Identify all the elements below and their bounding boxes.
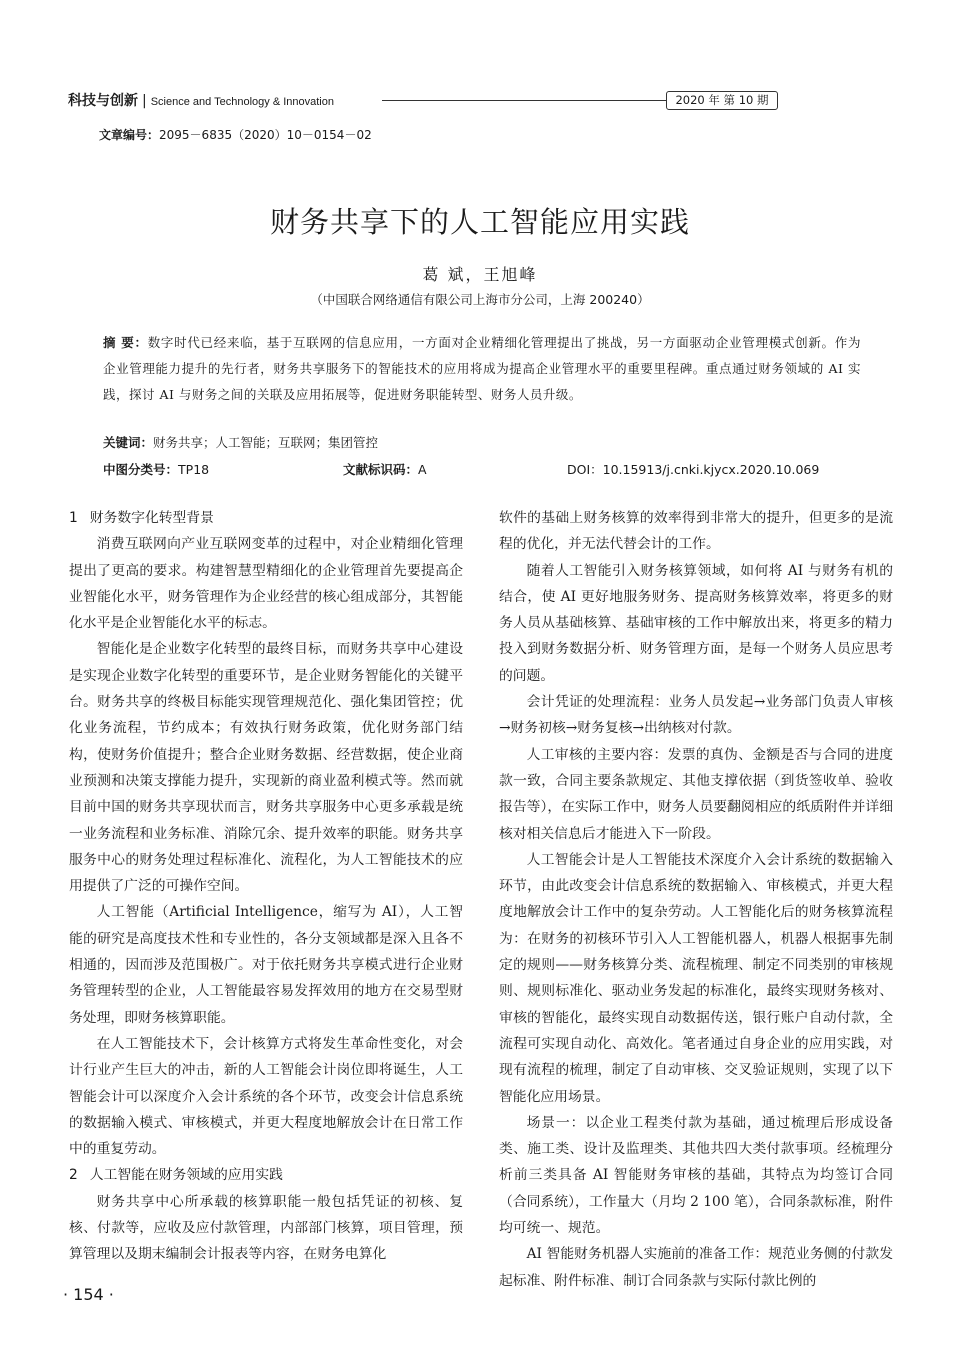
- journal-name-en: Science and Technology & Innovation: [150, 96, 334, 108]
- paragraph: 会计凭证的处理流程：业务人员发起→业务部门负责人审核→财务初核→财务复核→出纳核对付款。: [499, 694, 893, 737]
- affiliation: （中国联合网络通信有限公司上海市分公司，上海 200240）: [310, 292, 650, 307]
- paragraph: 财务共享中心所承载的核算职能一般包括凭证的初核、复核、付款等，应收及应付款管理，内部部门核算，项目管理，预算管理以及期末编制会计报表等内容，在财务电算化: [69, 1193, 463, 1263]
- header-rule: [382, 100, 666, 101]
- paragraph: 人工审核的主要内容：发票的真伪、金额是否与合同的进度款一致，合同主要条款规定、其他支撑依据（到货签收单、验收报告等），在实际工作中，财务人员要翻阅相应的纸质附件并详细核对相关信息后才能进入下一阶段。: [499, 746, 893, 842]
- keywords-text: 财务共享；人工智能；互联网；集团管控: [153, 435, 379, 450]
- doc-value: A: [418, 462, 427, 477]
- abstract-text: 数字时代已经来临，基于互联网的信息应用，一方面对企业精细化管理提出了挑战，另一方面驱动企业管理模式创新。作为企业管理能力提升的先行者，财务共享服务下的智能技术的应用将成为提高企业管理水平的重要里程碑。重点通过财务领域的 AI 实践，探讨 AI 与财务之间的关联及应用拓展等，促进财务职能转型、财务人员升级。: [103, 335, 861, 402]
- abstract: [103, 330, 861, 408]
- paragraph: 人工智能（Artificial Intelligence，缩写为 AI），人工智能的研究是高度技术性和专业性的，各分支领域都是深入且各不相通的，因而涉及范围极广。对于依托财务共享模式进行企业财务管理转型的企业，人工智能最容易发挥效用的地方在交易型财务处理，即财务核算职能。: [69, 904, 463, 1026]
- section-title: 财务数字化转型背景: [89, 510, 214, 526]
- paragraph: 消费互联网向产业互联网变革的过程中，对企业精细化管理提出了更高的要求。构建智慧型精细化的企业管理首先要提高企业智能化水平，财务管理作为企业经营的核心组成部分，其智能化水平是企业智能化水平的标志。: [69, 536, 463, 632]
- left-column: [69, 505, 463, 1268]
- paragraph: 软件的基础上财务核算的效率得到非常大的提升，但更多的是流程的优化，并无法代替会计的工作。: [499, 510, 893, 553]
- paragraph: 随着人工智能引入财务核算领域，如何将 AI 与财务有机的结合，使 AI 更好地服务财务、提高财务核算效率，将更多的财务人员从基础核算、基础审核的工作中解放出来，将更多的精力投入到财务数据分析、财务管理方面，是每一个财务人员应思考的问题。: [499, 562, 893, 684]
- issue-badge: 2020 年 第 10 期: [666, 91, 778, 110]
- keywords: [103, 433, 378, 451]
- section-heading-1: [69, 505, 463, 531]
- paragraph: 场景一：以企业工程类付款为基础，通过梳理后形成设备类、施工类、设计及监理类、其他共四大类付款事项。经梳理分析前三类具备 AI 智能财务审核的基础，其特点为均签订合同（合同系统），工作量大（月均 2 100 笔），合同条款标准，附件均可统一、规范。: [499, 1114, 893, 1237]
- page-title: 财务共享下的人工智能应用实践: [269, 205, 690, 239]
- article-number: [99, 126, 372, 143]
- article-number-label: 文章编号：: [99, 128, 160, 142]
- page-number: · 154 ·: [63, 1285, 114, 1304]
- authors: 葛 斌，王旭峰: [422, 265, 538, 284]
- journal-separator: |: [142, 93, 147, 109]
- keywords-label: 关键词：: [103, 435, 154, 450]
- abstract-label: 摘 要：: [103, 335, 148, 350]
- paragraph: 人工智能会计是人工智能技术深度介入会计系统的数据输入环节，由此改变会计信息系统的数据输入、审核模式，并更大程度地解放会计工作中的复杂劳动。人工智能化后的财务核算流程为：在财务的初核环节引入人工智能机器人，机器人根据事先制定的规则——财务核算分类、流程梳理、制定不同类别的审核规则、规则标准化、驱动业务发起的标准化，最终实现财务核对、审核的智能化，最终实现自动数据传送，银行账户自动付款，全流程可实现自动化、高效化。笔者通过自身企业的应用实践，对现有流程的梳理，制定了自动审核、交叉验证规则，实现了以下智能化应用场景。: [499, 851, 893, 1105]
- journal-name-cn: 科技与创新: [68, 93, 138, 109]
- paragraph: 智能化是企业数字化转型的最终目标，而财务共享中心建设是实现企业数字化转型的重要环节，是企业财务智能化的关键平台。财务共享的终极目标能实现管理规范化、强化集团管控；优化业务流程，节约成本；有效执行财务政策，优化财务部门结构，使财务价值提升；整合企业财务数据、经营数据，使企业商业预测和决策支撑能力提升，实现新的商业盈利模式等。然而就目前中国的财务共享现状而言，财务共享服务中心更多承载是统一业务流程和业务标准、消除冗余、提升效率的职能。财务共享服务中心的财务处理过程标准化、流程化，为人工智能技术的应用提供了广泛的可操作空间。: [69, 641, 463, 895]
- section-number: 2: [69, 1167, 78, 1184]
- paragraph: AI 智能财务机器人实施前的准备工作：规范业务侧的付款发起标准、附件标准、制订合同条款与实际付款比例的: [499, 1246, 893, 1289]
- clc-code: [103, 460, 209, 478]
- right-column: [499, 505, 893, 1294]
- clc-label: 中图分类号：: [103, 462, 179, 477]
- paragraph: 在人工智能技术下，会计核算方式将发生革命性变化，对会计行业产生巨大的冲击，新的人工智能会计岗位即将诞生，人工智能会计可以深度介入会计系统的各个环节，改变会计信息系统的数据输入模式、审核模式，并更大程度地解放会计在日常工作中的重复劳动。: [69, 1035, 463, 1158]
- doc-label: 文献标识码：: [343, 462, 419, 477]
- clc-value: TP18: [178, 462, 210, 477]
- doc-code: [343, 460, 427, 478]
- section-number: 1: [69, 510, 78, 526]
- doi: DOI：10.15913/j.cnki.kjycx.2020.10.069: [567, 462, 820, 477]
- article-number-value: 2095－6835（2020）10－0154－02: [159, 128, 372, 142]
- section-title: 人工智能在财务领域的应用实践: [89, 1167, 283, 1184]
- section-heading-2: [69, 1162, 463, 1188]
- journal-name: [68, 90, 334, 110]
